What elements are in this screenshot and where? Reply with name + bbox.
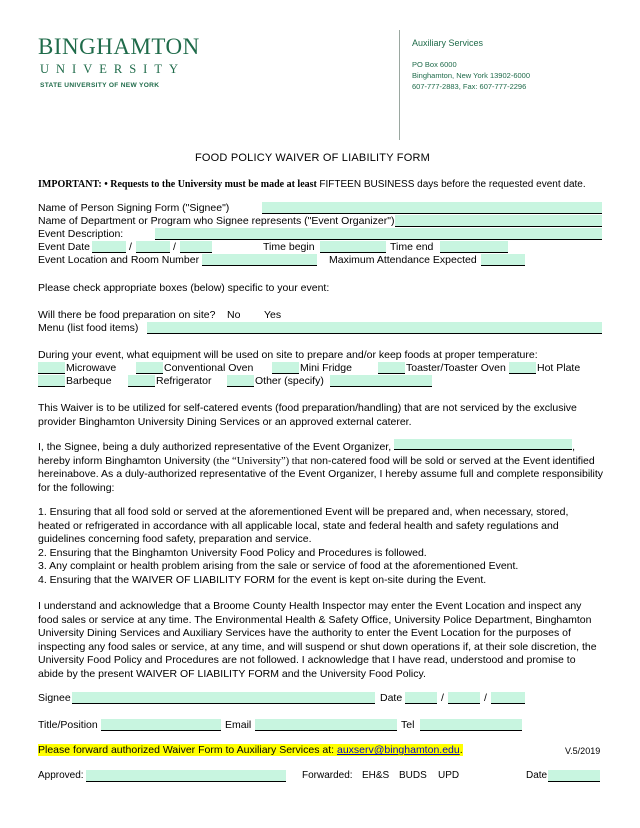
office-city: Binghamton, New York 13902-6000 — [412, 71, 531, 80]
statement-part: I, the Signee, being a duly authorized representative of the Event Organizer, — [38, 441, 395, 453]
mini-fridge-checkbox[interactable] — [272, 362, 299, 374]
office-title: Auxiliary Services — [412, 38, 484, 48]
time-begin-label: Time begin — [263, 241, 315, 253]
forward-notice — [38, 744, 463, 756]
equipment-label: Hot Plate — [537, 362, 581, 374]
sign-date-month-input[interactable] — [405, 692, 437, 704]
toaster-checkbox[interactable] — [378, 362, 405, 374]
office-phone: 607-777-2883, Fax: 607-777-2296 — [412, 82, 527, 91]
page-title: FOOD POLICY WAIVER OF LIABILITY FORM — [195, 152, 430, 164]
signee-sign-label: Signee — [38, 692, 71, 704]
signee-label: Name of Person Signing Form ("Signee") — [38, 202, 230, 214]
approved-label: Approved: — [38, 770, 84, 781]
header-divider — [399, 30, 400, 140]
email-input[interactable] — [255, 719, 397, 731]
date-separator: / — [441, 692, 444, 704]
equipment-label: Mini Fridge — [300, 362, 352, 374]
approved-date-label: Date — [526, 770, 548, 781]
date-separator: / — [173, 241, 176, 253]
location-input[interactable] — [202, 254, 317, 266]
forward-text: Please forward authorized Waiver Form to Auxiliary Services at: — [38, 744, 337, 756]
statement-part: , — [572, 441, 575, 453]
tel-label: Tel — [401, 719, 415, 731]
equipment-label: Barbeque — [66, 375, 112, 387]
equipment-label: Other (specify) — [255, 375, 324, 387]
waiver-scope-text: This Waiver is to be utilized for self-catered events (food preparation/handling) that are not serviced by the exclusive provider Binghamton University Dining Services or an approved external caterer. — [38, 402, 577, 428]
other-specify-input[interactable] — [330, 375, 432, 387]
attendance-input[interactable] — [481, 254, 525, 266]
sign-date-day-input[interactable] — [448, 692, 480, 704]
logo-tagline: STATE UNIVERSITY OF NEW YORK — [40, 82, 160, 89]
equipment-label: Refrigerator — [156, 375, 212, 387]
prep-no-option[interactable]: No — [227, 309, 241, 321]
menu-label: Menu (list food items) — [38, 322, 139, 334]
location-label: Event Location and Room Number — [38, 254, 200, 266]
check-prompt: Please check appropriate boxes (below) specific to your event: — [38, 282, 330, 294]
time-begin-input[interactable] — [320, 241, 386, 253]
important-rest: days before the requested event date. — [414, 179, 586, 190]
acknowledgement-text: I understand and acknowledge that a Broome County Health Inspector may enter the Event Location and inspect any food sales or service at any time. The Environmental Health & Safety Office, University Police Department, Binghamton University Dining Services and Auxiliary Services have the authority to enter the Event Location for the purposes of inspecting any food sales or service, at any time, and will suspend or shut down operations if, at their sole discretion, the University Food Policy and Procedures are not followed. I acknowledge that I have read, understood and promise to abide by the present WAIVER OF LIABILITY FORM and the University Food Policy. — [38, 600, 597, 680]
event-description-input[interactable] — [155, 228, 602, 240]
statement-part: non-catered food will be sold or served at the Event identified hereinabove. As a duly-authorized representative of the Event Organizer, I hereby assume full and complete responsibility for the following: — [38, 454, 603, 494]
logo-wordmark: BINGHAMTON — [38, 34, 200, 59]
forward-end: . — [459, 744, 463, 756]
event-organizer-input[interactable] — [394, 439, 572, 450]
forward-email-link[interactable]: auxserv@binghamton.edu — [336, 744, 460, 756]
forward-office-buds[interactable]: BUDS — [399, 770, 427, 781]
attendance-label: Maximum Attendance Expected — [329, 254, 477, 266]
statement-university: (the “University”) that — [213, 455, 308, 467]
approved-input[interactable] — [86, 770, 286, 782]
department-input[interactable] — [395, 215, 602, 227]
description-label: Event Description: — [38, 228, 124, 240]
other-checkbox[interactable] — [227, 375, 254, 387]
equipment-label: Conventional Oven — [164, 362, 254, 374]
signee-statement — [38, 439, 603, 495]
responsibility-item: 3. Any complaint or health problem arising from the sale or service of food at the aforementioned Event. — [38, 560, 519, 573]
forward-office-upd[interactable]: UPD — [438, 770, 460, 781]
menu-input[interactable] — [147, 322, 602, 334]
hot-plate-checkbox[interactable] — [509, 362, 536, 374]
responsibility-list — [38, 506, 603, 588]
title-position-label: Title/Position — [38, 719, 98, 731]
tel-input[interactable] — [420, 719, 522, 731]
sign-date-year-input[interactable] — [491, 692, 525, 704]
time-end-label: Time end — [390, 241, 434, 253]
prep-question: Will there be food preparation on site? — [38, 309, 216, 321]
time-end-input[interactable] — [440, 241, 508, 253]
approved-date-input[interactable] — [548, 770, 600, 782]
forwarded-label: Forwarded: — [302, 770, 353, 781]
oven-checkbox[interactable] — [136, 362, 163, 374]
equipment-prompt: During your event, what equipment will be used on site to prepare and/or keep foods at proper temperature: — [38, 349, 538, 361]
forward-office-ehs[interactable]: EH&S — [362, 770, 390, 781]
event-date-label: Event Date — [38, 241, 90, 253]
important-note — [38, 179, 586, 190]
responsibility-item: 2. Ensuring that the Binghamton University Food Policy and Procedures is followed. — [38, 546, 427, 559]
signee-name-input[interactable] — [262, 202, 602, 214]
date-separator: / — [129, 241, 132, 253]
dept-label: Name of Department or Program who Signee represents ("Event Organizer") — [38, 215, 395, 227]
responsibility-item: 1. Ensuring that all food sold or served at the aforementioned Event will be prepared and, when necessary, stored, heated or refrigerated in accordance with all applicable local, state and federal health and safety regulations and guidelines concerning food safety, preparation and service. — [38, 506, 569, 546]
logo-subtitle: UNIVERSITY — [40, 62, 185, 76]
microwave-checkbox[interactable] — [38, 362, 65, 374]
barbeque-checkbox[interactable] — [38, 375, 65, 387]
event-date-year-input[interactable] — [180, 241, 212, 253]
email-label: Email — [225, 719, 252, 731]
sign-date-label: Date — [380, 692, 403, 704]
important-label: IMPORTANT: • Requests to the University must be made at least — [38, 179, 320, 190]
event-date-day-input[interactable] — [136, 241, 170, 253]
prep-yes-option[interactable]: Yes — [264, 309, 282, 321]
office-po: PO Box 6000 — [412, 60, 457, 69]
event-date-month-input[interactable] — [92, 241, 126, 253]
equipment-label: Toaster/Toaster Oven — [406, 362, 506, 374]
title-position-input[interactable] — [101, 719, 221, 731]
statement-part: hereby inform Binghamton University — [38, 454, 214, 467]
date-separator: / — [484, 692, 487, 704]
version-label: V.5/2019 — [565, 746, 601, 756]
signature-input[interactable] — [72, 692, 375, 704]
important-days: FIFTEEN BUSINESS — [319, 179, 415, 190]
equipment-label: Microwave — [66, 362, 117, 374]
refrigerator-checkbox[interactable] — [128, 375, 155, 387]
responsibility-item: 4. Ensuring that the WAIVER OF LIABILITY FORM for the event is kept on-site during the Event. — [38, 573, 487, 586]
